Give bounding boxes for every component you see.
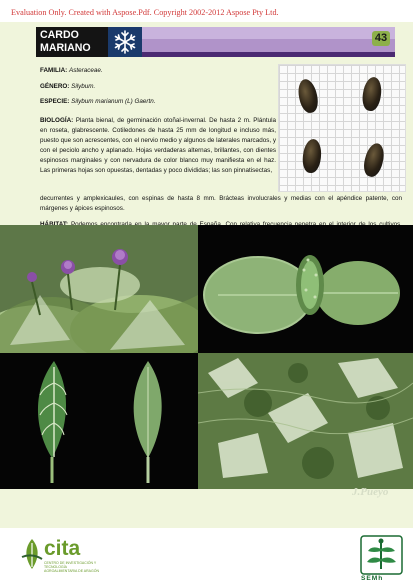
- semh-logo-text: SEMh: [361, 575, 384, 582]
- seed: [361, 76, 384, 112]
- genero-label: GÉNERO:: [40, 82, 70, 90]
- seedling-photo: [198, 225, 413, 353]
- title-line-2: MARIANO: [40, 42, 91, 54]
- familia-row: [40, 66, 276, 76]
- biologia-paragraph: [40, 116, 276, 177]
- watermark-text: Evaluation Only. Created with Aspose.Pdf. Copyright 2002-2012 Aspose Pty Ltd.: [11, 8, 279, 17]
- flowering-plant-photo: [0, 225, 198, 353]
- taxonomy-fields: [40, 66, 276, 113]
- familia-value: Asteraceae.: [69, 67, 103, 74]
- leaves-photo: [0, 353, 198, 489]
- cita-logo-text: cita: [44, 537, 81, 560]
- genero-value: Silybum.: [71, 82, 96, 90]
- biologia-text-part1: Planta bienal, de germinación otoñal-invernal. De hasta 2 m. Plántula en roseta, glabrescente. Cotiledones de hasta 25 mm de longitud e incluso más, puesto que son acrescentes, con el nervio medio y algunos de laterales marcados, y con el peciolo ancho y aplanado. Hojas verdaderas alternas, brillantes, con dientes espinosos marginales y con nervadura de color blanco muy manifiesta en el haz. Las primeras hojas son opuestas, dentadas y poco divididas; las son pinnatisectas,: [40, 117, 276, 175]
- especie-row: [40, 97, 276, 107]
- header-bar-highlight: [142, 27, 395, 39]
- semh-logo: [360, 535, 403, 575]
- seed: [296, 78, 321, 115]
- title-line-1: CARDO: [40, 29, 79, 41]
- seeds-photo: [278, 64, 406, 192]
- rosette-photo: [198, 353, 413, 489]
- sheet-number-badge: 43: [372, 31, 390, 46]
- photographer-signature: J.Pueyo: [352, 486, 389, 498]
- cita-logo-subtitle: CENTRO DE INVESTIGACIÓN Y TECNOLOGÍA AGROALIMENTARIA DE ARAGÓN: [44, 561, 99, 573]
- seed: [361, 141, 387, 178]
- species-title: [36, 27, 108, 57]
- biologia-label: BIOLOGÍA:: [40, 117, 74, 124]
- especie-label: ESPECIE:: [40, 98, 70, 106]
- seed: [301, 138, 322, 174]
- genero-row: [40, 82, 276, 92]
- especie-value: Silybum marianum (L) Gaertn.: [71, 98, 156, 106]
- biologia-continuation: decurrentes y amplexicaules, con espinas de hasta 8 mm. Brácteas involucrales y medias con el apéndice patente, con márgenes y ápices espinosos.: [40, 195, 402, 213]
- snowflake-icon: [108, 27, 142, 57]
- familia-label: FAMILIA:: [40, 67, 68, 74]
